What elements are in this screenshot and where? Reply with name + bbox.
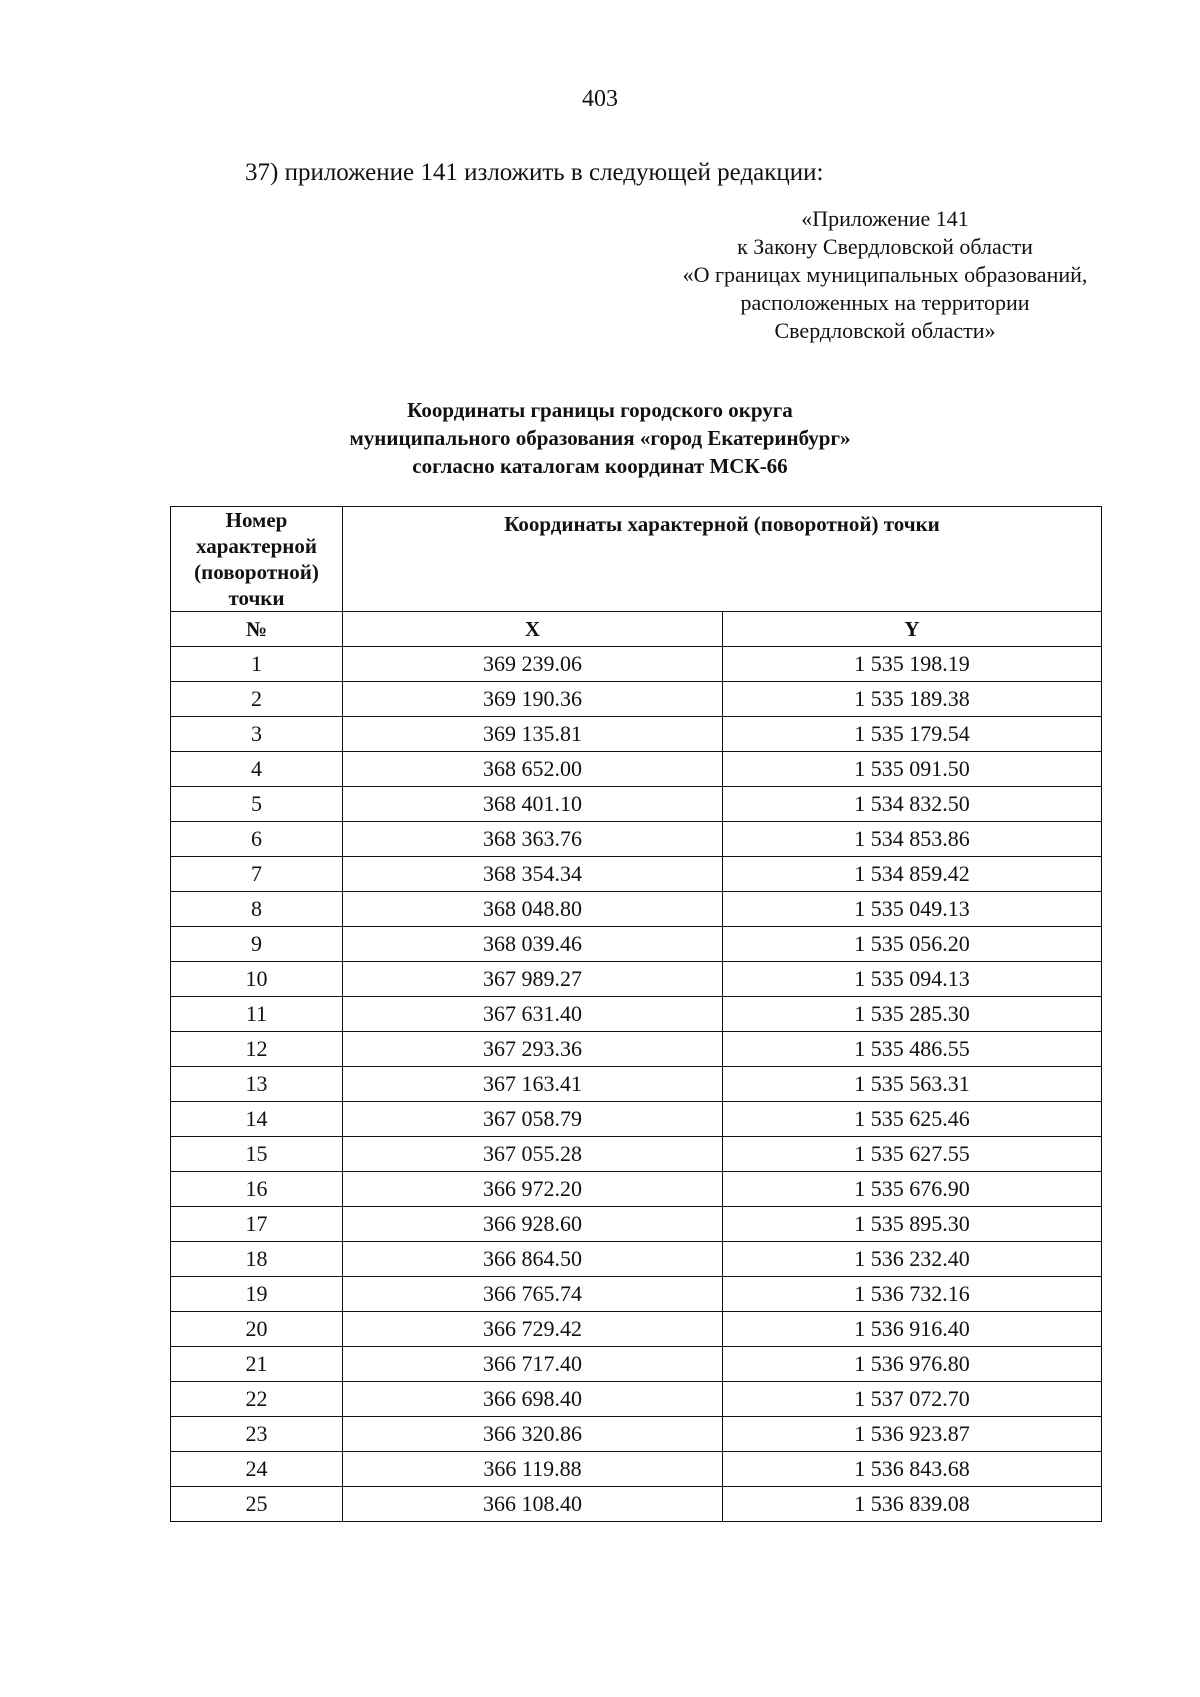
table-row [171,1067,1102,1102]
y-coordinate-cell: 1 535 094.13 [723,962,1102,997]
table-row [171,1312,1102,1347]
header-line: (поворотной) [194,560,319,584]
table-row [171,1137,1102,1172]
table-header-row [171,507,1102,612]
x-coordinate-cell: 366 765.74 [343,1277,723,1312]
point-number-cell: 24 [171,1452,343,1487]
point-number-cell: 13 [171,1067,343,1102]
y-coordinate-cell: 1 535 627.55 [723,1137,1102,1172]
point-number-cell: 25 [171,1487,343,1522]
page-number: 403 [582,86,618,112]
x-coordinate-cell: 367 293.36 [343,1032,723,1067]
x-coordinate-cell: 368 039.46 [343,927,723,962]
table-row [171,1417,1102,1452]
number-sign-header: № [171,612,343,647]
y-header: Y [723,612,1102,647]
x-coordinate-cell: 366 119.88 [343,1452,723,1487]
x-coordinate-cell: 366 320.86 [343,1417,723,1452]
document-title [0,396,1200,480]
point-number-cell: 11 [171,997,343,1032]
point-number-cell: 22 [171,1382,343,1417]
x-header: X [343,612,723,647]
table-body [171,647,1102,1522]
y-coordinate-cell: 1 536 976.80 [723,1347,1102,1382]
point-number-cell: 16 [171,1172,343,1207]
point-number-cell: 9 [171,927,343,962]
y-coordinate-cell: 1 535 285.30 [723,997,1102,1032]
table-row [171,997,1102,1032]
intro-text: 37) приложение 141 изложить в следующей редакции: [245,159,824,186]
x-coordinate-cell: 367 163.41 [343,1067,723,1102]
point-number-cell: 14 [171,1102,343,1137]
table-row [171,752,1102,787]
table-row [171,1452,1102,1487]
coordinates-table [170,506,1102,1522]
y-coordinate-cell: 1 536 732.16 [723,1277,1102,1312]
y-coordinate-cell: 1 535 179.54 [723,717,1102,752]
appendix-line: расположенных на территории [740,290,1030,315]
x-coordinate-cell: 368 354.34 [343,857,723,892]
y-coordinate-cell: 1 535 486.55 [723,1032,1102,1067]
point-number-cell: 8 [171,892,343,927]
point-number-cell: 6 [171,822,343,857]
y-coordinate-cell: 1 536 916.40 [723,1312,1102,1347]
point-number-cell: 2 [171,682,343,717]
table-row [171,1207,1102,1242]
point-number-cell: 21 [171,1347,343,1382]
point-number-cell: 20 [171,1312,343,1347]
x-coordinate-cell: 368 401.10 [343,787,723,822]
point-number-cell: 18 [171,1242,343,1277]
x-coordinate-cell: 368 048.80 [343,892,723,927]
y-coordinate-cell: 1 534 832.50 [723,787,1102,822]
table-row [171,857,1102,892]
header-line: точки [228,586,285,610]
y-coordinate-cell: 1 535 198.19 [723,647,1102,682]
table-row [171,1242,1102,1277]
appendix-line: «О границах муниципальных образований, [682,262,1088,287]
point-number-cell: 4 [171,752,343,787]
table-row [171,822,1102,857]
point-number-cell: 1 [171,647,343,682]
table-subheader-row [171,612,1102,647]
x-coordinate-cell: 368 363.76 [343,822,723,857]
point-number-cell: 15 [171,1137,343,1172]
y-coordinate-cell: 1 537 072.70 [723,1382,1102,1417]
y-coordinate-cell: 1 535 625.46 [723,1102,1102,1137]
appendix-line: Свердловской области» [774,318,996,343]
y-coordinate-cell: 1 535 895.30 [723,1207,1102,1242]
header-line: характерной [195,534,318,558]
appendix-line: «Приложение 141 [801,206,969,231]
table-row [171,1347,1102,1382]
point-number-cell: 23 [171,1417,343,1452]
coordinates-header: Координаты характерной (поворотной) точки [343,507,1102,612]
table-row [171,1277,1102,1312]
x-coordinate-cell: 367 631.40 [343,997,723,1032]
y-coordinate-cell: 1 536 839.08 [723,1487,1102,1522]
y-coordinate-cell: 1 535 189.38 [723,682,1102,717]
x-coordinate-cell: 369 239.06 [343,647,723,682]
point-number-cell: 19 [171,1277,343,1312]
table-row [171,962,1102,997]
x-coordinate-cell: 369 135.81 [343,717,723,752]
y-coordinate-cell: 1 534 859.42 [723,857,1102,892]
point-number-cell: 10 [171,962,343,997]
y-coordinate-cell: 1 535 091.50 [723,752,1102,787]
table-row [171,647,1102,682]
y-coordinate-cell: 1 536 843.68 [723,1452,1102,1487]
table-row [171,682,1102,717]
title-line: Координаты границы городского округа [407,398,793,422]
x-coordinate-cell: 366 864.50 [343,1242,723,1277]
y-coordinate-cell: 1 535 049.13 [723,892,1102,927]
table-row [171,1382,1102,1417]
y-coordinate-cell: 1 534 853.86 [723,822,1102,857]
y-coordinate-cell: 1 535 676.90 [723,1172,1102,1207]
point-number-cell: 7 [171,857,343,892]
y-coordinate-cell: 1 536 232.40 [723,1242,1102,1277]
x-coordinate-cell: 367 058.79 [343,1102,723,1137]
x-coordinate-cell: 367 055.28 [343,1137,723,1172]
point-number-cell: 12 [171,1032,343,1067]
header-line: Номер [225,508,288,532]
appendix-header [640,205,1130,345]
point-number-header [171,507,343,612]
x-coordinate-cell: 366 972.20 [343,1172,723,1207]
table-row [171,1032,1102,1067]
x-coordinate-cell: 369 190.36 [343,682,723,717]
table-row [171,927,1102,962]
y-coordinate-cell: 1 536 923.87 [723,1417,1102,1452]
title-line: согласно каталогам координат МСК-66 [412,454,788,478]
point-number-cell: 3 [171,717,343,752]
x-coordinate-cell: 367 989.27 [343,962,723,997]
table-row [171,1172,1102,1207]
table-row [171,787,1102,822]
x-coordinate-cell: 366 729.42 [343,1312,723,1347]
x-coordinate-cell: 366 928.60 [343,1207,723,1242]
table-row [171,1102,1102,1137]
x-coordinate-cell: 366 717.40 [343,1347,723,1382]
table-row [171,717,1102,752]
appendix-line: к Закону Свердловской области [737,234,1033,259]
point-number-cell: 5 [171,787,343,822]
point-number-cell: 17 [171,1207,343,1242]
x-coordinate-cell: 366 698.40 [343,1382,723,1417]
table-row [171,1487,1102,1522]
title-line: муниципального образования «город Екатеринбург» [349,426,851,450]
y-coordinate-cell: 1 535 563.31 [723,1067,1102,1102]
x-coordinate-cell: 368 652.00 [343,752,723,787]
y-coordinate-cell: 1 535 056.20 [723,927,1102,962]
x-coordinate-cell: 366 108.40 [343,1487,723,1522]
table-row [171,892,1102,927]
